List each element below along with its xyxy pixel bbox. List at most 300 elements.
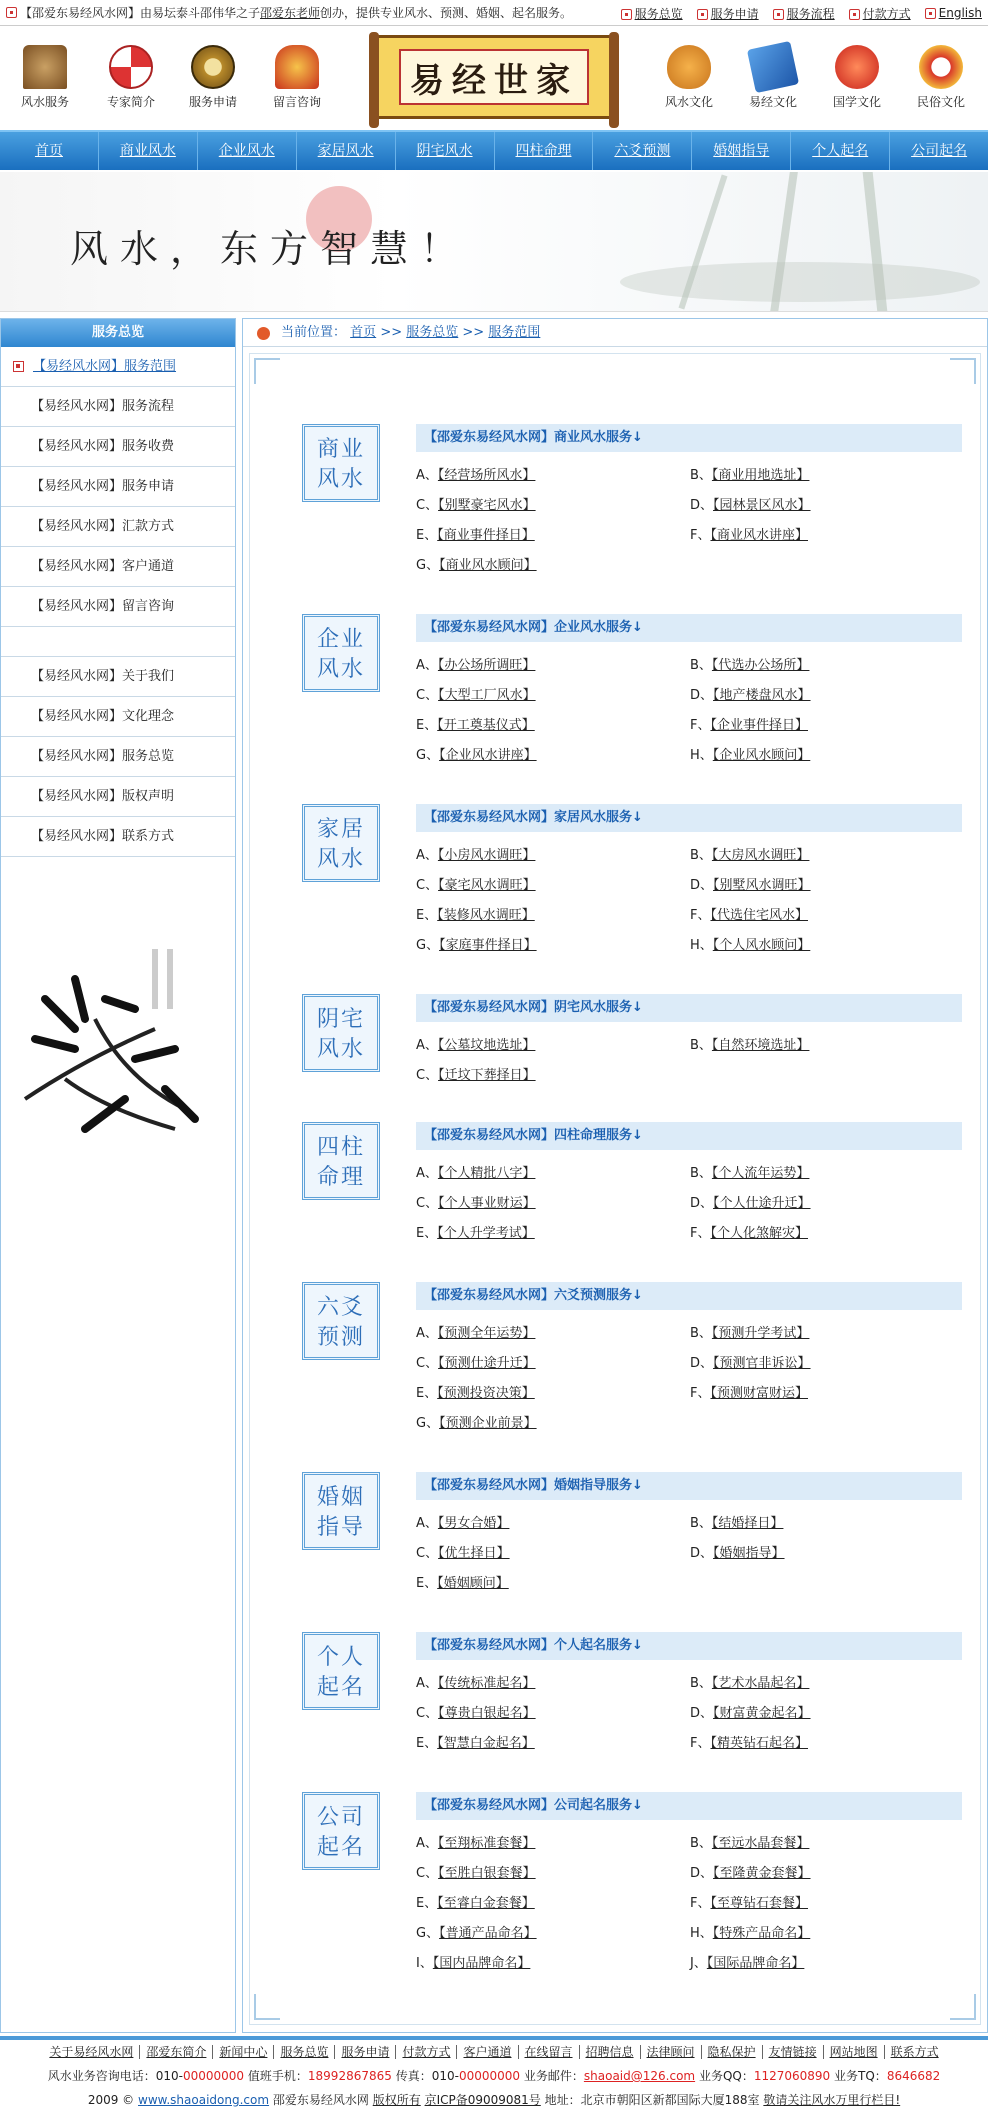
service-item — [690, 524, 808, 543]
service-item-link[interactable]: 【优生择日】 — [438, 1546, 510, 1561]
service-item-link[interactable]: 【大型工厂风水】 — [438, 688, 536, 703]
breadcrumb-label: 当前位置： — [281, 325, 347, 340]
service-item — [416, 1034, 535, 1053]
service-item-index: A、 — [416, 1516, 438, 1531]
service-item-link[interactable]: 【国内品牌命名】 — [432, 1956, 531, 1971]
nav-enterprise-fengshui[interactable]: 企业风水 — [198, 132, 297, 170]
footer-site-name: 邵爱东易经风水网 — [272, 2093, 369, 2107]
service-item-link[interactable]: 【小房风水调旺】 — [437, 848, 536, 863]
service-item-link[interactable]: 【艺术水晶起名】 — [711, 1676, 810, 1691]
service-item-index: D、 — [690, 878, 714, 893]
footer-rights[interactable]: 版权所有 — [372, 2093, 421, 2107]
notice-icon — [6, 7, 17, 18]
service-item — [690, 1862, 811, 1881]
service-item-link[interactable]: 【婚姻指导】 — [713, 1546, 785, 1561]
service-item-link[interactable]: 【企业风水讲座】 — [439, 748, 537, 763]
footer-link[interactable]: 友情链接 — [763, 2045, 824, 2059]
service-item-link[interactable]: 【别墅风水调旺】 — [713, 878, 811, 893]
header-link-message[interactable] — [262, 45, 332, 110]
section-title: 【邵爱东易经风水网】四柱命理服务↓ — [416, 1122, 962, 1150]
section-badge — [302, 994, 380, 1072]
header-icon-label: 易经文化 — [748, 95, 797, 109]
service-item-index: C、 — [416, 498, 439, 513]
service-item — [690, 684, 811, 703]
service-item-index: B、 — [690, 848, 712, 863]
service-item — [416, 1832, 535, 1851]
service-item — [690, 1952, 804, 1971]
service-item — [416, 1352, 536, 1371]
service-item-index: A、 — [416, 1038, 438, 1053]
service-item-index: I、 — [416, 1956, 433, 1971]
service-item-index: G、 — [416, 1416, 440, 1431]
service-item-index: H、 — [690, 1926, 713, 1941]
payment-icon — [849, 9, 860, 20]
top-link-label: English — [938, 6, 982, 20]
service-item-index: E、 — [416, 718, 438, 733]
pagoda-icon — [23, 45, 67, 89]
apply-icon — [697, 9, 708, 20]
service-item — [416, 1862, 536, 1881]
top-link-english[interactable] — [925, 6, 982, 20]
section-badge-line: 公司 — [316, 1805, 365, 1830]
header-icon-label: 风水文化 — [664, 95, 713, 109]
service-item-link[interactable]: 【预测仕途升迁】 — [438, 1356, 536, 1371]
service-item-link[interactable]: 【个人风水顾问】 — [712, 938, 811, 953]
service-item — [416, 1892, 535, 1911]
service-item-index: C、 — [416, 1196, 439, 1211]
service-item-link[interactable]: 【至尊钻石套餐】 — [710, 1896, 808, 1911]
section-badge-line: 风水 — [316, 657, 365, 682]
section-badge-line: 企业 — [316, 627, 365, 652]
service-item — [416, 1702, 536, 1721]
logo-text: 易经世家 — [399, 49, 589, 105]
section-title: 【邵爱东易经风水网】个人起名服务↓ — [416, 1632, 962, 1660]
service-item-index: C、 — [416, 1546, 439, 1561]
sidebar-item-copyright[interactable]: 【易经风水网】版权声明 — [1, 777, 235, 817]
service-item-link[interactable]: 【地产楼盘风水】 — [713, 688, 811, 703]
footer-link[interactable]: 网站地图 — [824, 2045, 885, 2059]
service-item-link[interactable]: 【至翔标准套餐】 — [437, 1836, 536, 1851]
footer-links — [0, 2040, 988, 2064]
service-item-index: D、 — [690, 1706, 714, 1721]
footer-qq: 1127060890 — [753, 2069, 831, 2083]
section-badge-line: 四柱 — [316, 1135, 365, 1160]
service-item — [690, 1672, 809, 1691]
service-item — [416, 904, 535, 923]
nav-home-fengshui[interactable]: 家居风水 — [297, 132, 396, 170]
breadcrumb-scope[interactable]: 服务范围 — [488, 325, 541, 340]
service-item-index: E、 — [416, 1386, 438, 1401]
footer-link[interactable]: 付款方式 — [396, 2045, 457, 2059]
header-icon-label: 服务申请 — [188, 95, 237, 109]
service-item — [690, 844, 809, 863]
service-item-index: G、 — [416, 748, 440, 763]
top-link-label: 服务总览 — [634, 6, 683, 21]
lion-mask-icon — [919, 45, 963, 89]
service-item-index: A、 — [416, 848, 438, 863]
service-item-index: D、 — [690, 1866, 714, 1881]
service-item-link[interactable]: 【自然环境选址】 — [711, 1038, 810, 1053]
service-item-link[interactable]: 【精英钻石起名】 — [710, 1736, 808, 1751]
lantern-icon — [275, 45, 319, 89]
breadcrumb-overview[interactable]: 服务总览 — [406, 325, 459, 340]
header-icon-label: 民俗文化 — [916, 95, 965, 109]
sidebar-item-service-process[interactable]: 【易经风水网】服务流程 — [1, 387, 235, 427]
footer-icp-link[interactable]: 京ICP备09009081号 — [424, 2093, 541, 2107]
footer-fax: 00000000 — [458, 2069, 521, 2083]
footer-link[interactable]: 邵爱东简介 — [140, 2045, 213, 2059]
frame-corner — [950, 1994, 976, 2020]
service-item — [416, 1952, 530, 1971]
sidebar-item-client-channel[interactable]: 【易经风水网】客户通道 — [1, 547, 235, 587]
section-badge-line: 起名 — [316, 1675, 365, 1700]
service-item-link[interactable]: 【个人化煞解灾】 — [710, 1226, 808, 1241]
service-item-index: C、 — [416, 1356, 439, 1371]
footer-link[interactable]: 招聘信息 — [580, 2045, 641, 2059]
header-link-fengshui-culture[interactable] — [654, 45, 724, 110]
service-item-link[interactable]: 【预测全年运势】 — [437, 1326, 536, 1341]
top-link-payment[interactable] — [849, 5, 911, 22]
service-item-index: D、 — [690, 498, 714, 513]
service-item — [416, 654, 535, 673]
section-badge — [302, 1122, 380, 1200]
sidebar-item-service-apply[interactable]: 【易经风水网】服务申请 — [1, 467, 235, 507]
service-item-link[interactable]: 【预测官非诉讼】 — [713, 1356, 811, 1371]
breadcrumb-sep: >> — [462, 325, 485, 340]
service-item-link[interactable]: 【结婚择日】 — [711, 1516, 784, 1531]
top-link-apply[interactable] — [697, 5, 759, 22]
service-item-index: C、 — [416, 688, 439, 703]
service-item — [690, 1732, 808, 1751]
header-link-apply[interactable] — [178, 45, 248, 110]
service-item — [416, 524, 535, 543]
service-item-index: A、 — [416, 658, 438, 673]
service-item-link[interactable]: 【预测企业前景】 — [439, 1416, 537, 1431]
footer — [0, 2036, 988, 2126]
top-link-process[interactable] — [773, 5, 835, 22]
service-item-link[interactable]: 【家庭事件择日】 — [439, 938, 537, 953]
service-item — [690, 1034, 809, 1053]
service-item — [416, 874, 536, 893]
service-item — [416, 1322, 535, 1341]
section-badge — [302, 1792, 380, 1870]
service-item-link[interactable]: 【商业风水顾问】 — [439, 558, 537, 573]
header-link-guoxue-culture[interactable] — [822, 45, 892, 110]
sidebar-item-message[interactable]: 【易经风水网】留言咨询 — [1, 587, 235, 627]
service-item-link[interactable]: 【开工奠基仪式】 — [437, 718, 535, 733]
service-item-index: G、 — [416, 1926, 440, 1941]
service-item-link[interactable]: 【办公场所调旺】 — [437, 658, 536, 673]
service-item-index: C、 — [416, 1706, 439, 1721]
service-item-link[interactable]: 【至隆黄金套餐】 — [713, 1866, 811, 1881]
service-item — [690, 874, 811, 893]
sidebar-item-remittance[interactable]: 【易经风水网】汇款方式 — [1, 507, 235, 547]
service-item — [690, 1922, 810, 1941]
service-item-index: B、 — [690, 1166, 712, 1181]
nav-company-naming[interactable]: 公司起名 — [911, 143, 968, 159]
service-item-link[interactable]: 【财富黄金起名】 — [713, 1706, 811, 1721]
footer-address: 地址：北京市朝阳区新都国际大厦188室 — [544, 2093, 760, 2107]
section-title: 【邵爱东易经风水网】阴宅风水服务↓ — [416, 994, 962, 1022]
banner — [0, 172, 988, 312]
service-item-index: F、 — [690, 1226, 711, 1241]
service-item-link[interactable]: 【普通产品命名】 — [439, 1926, 537, 1941]
service-item-link[interactable]: 【代选住宅风水】 — [710, 908, 808, 923]
service-item-link[interactable]: 【企业风水顾问】 — [712, 748, 811, 763]
service-item — [690, 904, 808, 923]
section-title: 【邵爱东易经风水网】商业风水服务↓ — [416, 424, 962, 452]
service-item — [690, 1222, 808, 1241]
service-item-link[interactable]: 【豪宅风水调旺】 — [438, 878, 536, 893]
service-item — [416, 1382, 535, 1401]
service-item — [416, 684, 536, 703]
top-bar — [0, 0, 988, 26]
service-item-index: F、 — [690, 1386, 711, 1401]
top-link-label: 服务申请 — [710, 6, 759, 21]
service-item-index: B、 — [690, 658, 712, 673]
footer-year: 2009 © — [87, 2093, 135, 2107]
service-item — [690, 1162, 809, 1181]
service-item-index: G、 — [416, 938, 440, 953]
frame-corner — [254, 358, 280, 384]
service-item-index: F、 — [690, 718, 711, 733]
header-icon-label: 国学文化 — [832, 95, 881, 109]
section-badge-line: 商业 — [316, 437, 365, 462]
nav-four-pillars[interactable]: 四柱命理 — [495, 132, 594, 170]
service-item-link[interactable]: 【婚姻顾问】 — [437, 1576, 509, 1591]
service-item-index: C、 — [416, 1068, 439, 1083]
nav-marriage[interactable]: 婚姻指导 — [692, 132, 791, 170]
cloud-decoration — [620, 262, 980, 302]
sidebar-gap — [1, 627, 235, 657]
service-item-link[interactable]: 【国际品牌命名】 — [706, 1956, 805, 1971]
intro-text-2: 创办，提供专业风水、预测、婚姻、起名服务。 — [320, 6, 573, 20]
top-link-overview[interactable] — [621, 5, 683, 22]
nav-liuyao[interactable]: 六爻预测 — [593, 132, 692, 170]
footer-link[interactable]: 隐私保护 — [702, 2045, 763, 2059]
sidebar-item-service-fee[interactable]: 【易经风水网】服务收费 — [1, 427, 235, 467]
service-item-link[interactable]: 【企业事件择日】 — [710, 718, 808, 733]
footer-link[interactable]: 在线留言 — [519, 2045, 580, 2059]
sidebar-item-contact[interactable]: 【易经风水网】联系方式 — [1, 817, 235, 857]
service-item — [416, 494, 536, 513]
footer-link[interactable]: 法律顾问 — [641, 2045, 702, 2059]
top-links — [621, 0, 982, 26]
service-item-index: A、 — [416, 1676, 438, 1691]
header-link-yijing-culture[interactable] — [738, 45, 808, 110]
intro-teacher-link[interactable]: 邵爱东老师 — [260, 6, 321, 20]
service-item-link[interactable]: 【代选办公场所】 — [711, 658, 810, 673]
service-item — [690, 744, 810, 763]
service-item-link[interactable]: 【预测财富财运】 — [710, 1386, 808, 1401]
nav-personal-naming[interactable]: 个人起名 — [791, 132, 890, 170]
footer-link[interactable]: 客户通道 — [457, 2045, 518, 2059]
gourd-icon — [667, 45, 711, 89]
section-badge-line: 风水 — [316, 1037, 365, 1062]
service-item-index: E、 — [416, 1736, 438, 1751]
service-item — [416, 1162, 535, 1181]
footer-link[interactable]: 服务总览 — [274, 2045, 335, 2059]
sidebar-item-service-scope[interactable]: 【易经风水网】服务范围 — [1, 347, 235, 387]
top-link-label: 服务流程 — [786, 6, 835, 21]
nav-commercial-fengshui[interactable]: 商业风水 — [99, 132, 198, 170]
footer-follow-link[interactable]: 敬请关注风水万里行栏目! — [763, 2093, 901, 2107]
service-item-index: E、 — [416, 908, 438, 923]
service-item-index: F、 — [690, 908, 711, 923]
banner-slogan: 风水，东方智慧！ — [70, 227, 471, 271]
service-item-index: D、 — [690, 1196, 714, 1211]
service-item-index: H、 — [690, 938, 713, 953]
service-item — [690, 1352, 811, 1371]
service-item-link[interactable]: 【经营场所风水】 — [437, 468, 536, 483]
section-badge-line: 起名 — [316, 1835, 365, 1860]
footer-link[interactable]: 关于易经风水网 — [43, 2045, 140, 2059]
service-item-index: E、 — [416, 528, 438, 543]
header — [0, 27, 988, 129]
service-item-link[interactable]: 【个人事业财运】 — [438, 1196, 536, 1211]
location-icon — [257, 327, 270, 340]
footer-link[interactable]: 新闻中心 — [213, 2045, 274, 2059]
service-item-link[interactable]: 【至胜白银套餐】 — [438, 1866, 536, 1881]
service-item — [690, 464, 809, 483]
nav-home[interactable]: 首页 — [0, 132, 99, 170]
service-item-index: G、 — [416, 558, 440, 573]
service-item-link[interactable]: 【大房风水调旺】 — [711, 848, 810, 863]
service-item-link[interactable]: 【个人仕途升迁】 — [713, 1196, 811, 1211]
service-item-link[interactable]: 【传统标准起名】 — [437, 1676, 536, 1691]
service-item-index: B、 — [690, 468, 712, 483]
sidebar-item-culture[interactable]: 【易经风水网】文化理念 — [1, 697, 235, 737]
service-item-link[interactable]: 【特殊产品命名】 — [712, 1926, 811, 1941]
service-item — [690, 1322, 809, 1341]
footer-site-link[interactable]: www.shaoaidong.com — [138, 2093, 270, 2107]
footer-fax-label: 传真：010- — [395, 2069, 459, 2083]
section-badge — [302, 424, 380, 502]
service-item — [416, 1542, 510, 1561]
footer-link[interactable]: 联系方式 — [890, 2045, 939, 2059]
section-title: 【邵爱东易经风水网】公司起名服务↓ — [416, 1792, 962, 1820]
service-item — [416, 1192, 536, 1211]
service-item-link[interactable]: 【别墅豪宅风水】 — [438, 498, 536, 513]
service-item-link[interactable]: 【商业风水讲座】 — [710, 528, 808, 543]
section-badge-line: 婚姻 — [316, 1485, 365, 1510]
service-item-index: C、 — [416, 878, 439, 893]
header-icon-label: 专家简介 — [106, 95, 155, 109]
service-item-index: A、 — [416, 1836, 438, 1851]
service-item-index: A、 — [416, 1166, 438, 1181]
section-badge-line: 指导 — [316, 1515, 365, 1540]
service-item-link[interactable]: 【预测投资决策】 — [437, 1386, 535, 1401]
header-link-expert[interactable] — [96, 45, 166, 110]
service-item-link[interactable]: 【公墓坟地选址】 — [437, 1038, 536, 1053]
service-item-link[interactable]: 【预测升学考试】 — [711, 1326, 810, 1341]
frame-corner — [254, 1994, 280, 2020]
service-item — [690, 1382, 808, 1401]
intro-text: 由易坛泰斗邵伟华之子 — [140, 6, 261, 20]
service-item-index: B、 — [690, 1326, 712, 1341]
sidebar-item-about[interactable]: 【易经风水网】关于我们 — [1, 657, 235, 697]
section-title: 【邵爱东易经风水网】企业风水服务↓ — [416, 614, 962, 642]
service-item-index: E、 — [416, 1896, 438, 1911]
scroll-rod-left — [369, 32, 379, 128]
service-item-link[interactable]: 【至远水晶套餐】 — [711, 1836, 810, 1851]
section-badge-line: 预测 — [316, 1325, 365, 1350]
header-link-fengshui-service[interactable] — [10, 45, 80, 110]
breadcrumb-home[interactable]: 首页 — [350, 325, 377, 340]
sidebar — [0, 318, 236, 2033]
service-item-link[interactable]: 【个人流年运势】 — [711, 1166, 810, 1181]
service-item-link[interactable]: 【商业用地选址】 — [711, 468, 810, 483]
service-item — [416, 1064, 536, 1083]
service-item-index: F、 — [690, 1896, 711, 1911]
sidebar-title: 服务总览 — [1, 319, 235, 347]
service-item-link[interactable]: 【尊贵白银起名】 — [438, 1706, 536, 1721]
site-intro — [20, 4, 572, 21]
service-item-link[interactable]: 【智慧白金起名】 — [437, 1736, 535, 1751]
service-item-index: H、 — [690, 748, 713, 763]
service-item — [416, 844, 535, 863]
service-item — [690, 1832, 809, 1851]
fan-icon — [109, 45, 153, 89]
service-item — [416, 554, 537, 573]
overview-icon — [621, 9, 632, 20]
service-item — [416, 1572, 509, 1591]
service-item-link[interactable]: 【个人升学考试】 — [437, 1226, 535, 1241]
service-item-index: F、 — [690, 528, 711, 543]
service-item — [416, 1922, 537, 1941]
main-nav — [0, 130, 988, 170]
sidebar-item-overview[interactable]: 【易经风水网】服务总览 — [1, 737, 235, 777]
header-link-folk-culture[interactable] — [906, 45, 976, 110]
service-item — [416, 1732, 535, 1751]
service-item-index: B、 — [690, 1516, 712, 1531]
footer-copyright — [0, 2088, 988, 2112]
service-item — [690, 1702, 811, 1721]
site-logo[interactable] — [374, 35, 614, 119]
section-badge-line: 风水 — [316, 847, 365, 872]
service-item-link[interactable]: 【个人精批八字】 — [437, 1166, 536, 1181]
service-item-index: F、 — [690, 1736, 711, 1751]
section-badge-line: 个人 — [316, 1645, 365, 1670]
service-item — [416, 714, 535, 733]
service-item-index: B、 — [690, 1836, 712, 1851]
service-item-link[interactable]: 【迁坟下葬择日】 — [438, 1068, 536, 1083]
footer-link[interactable]: 服务申请 — [335, 2045, 396, 2059]
service-item — [690, 494, 811, 513]
header-icon-label: 留言咨询 — [272, 95, 321, 109]
footer-mail-link[interactable]: shaoaid@126.com — [583, 2069, 696, 2083]
service-item-index: E、 — [416, 1576, 438, 1591]
service-item-link[interactable]: 【男女合婚】 — [437, 1516, 510, 1531]
section-title: 【邵爱东易经风水网】六爻预测服务↓ — [416, 1282, 962, 1310]
service-item-link[interactable]: 【园林景区风水】 — [713, 498, 811, 513]
service-item-link[interactable]: 【至睿白金套餐】 — [437, 1896, 535, 1911]
service-item-link[interactable]: 【商业事件择日】 — [437, 528, 535, 543]
service-item-index: A、 — [416, 468, 438, 483]
footer-tq-label: 业务TQ： — [834, 2069, 887, 2083]
footer-mobile-label: 值班手机： — [247, 2069, 308, 2083]
service-item — [416, 464, 535, 483]
ink-bamboo-decoration — [5, 939, 225, 1159]
service-item-index: J、 — [690, 1956, 707, 1971]
service-item-link[interactable]: 【装修风水调旺】 — [437, 908, 535, 923]
section-badge-line: 六爻 — [316, 1295, 365, 1320]
service-item-index: B、 — [690, 1676, 712, 1691]
section-badge — [302, 804, 380, 882]
nav-tomb-fengshui[interactable]: 阴宅风水 — [396, 132, 495, 170]
service-item — [690, 1892, 808, 1911]
footer-phone-label: 风水业务咨询电话：010- — [47, 2069, 183, 2083]
